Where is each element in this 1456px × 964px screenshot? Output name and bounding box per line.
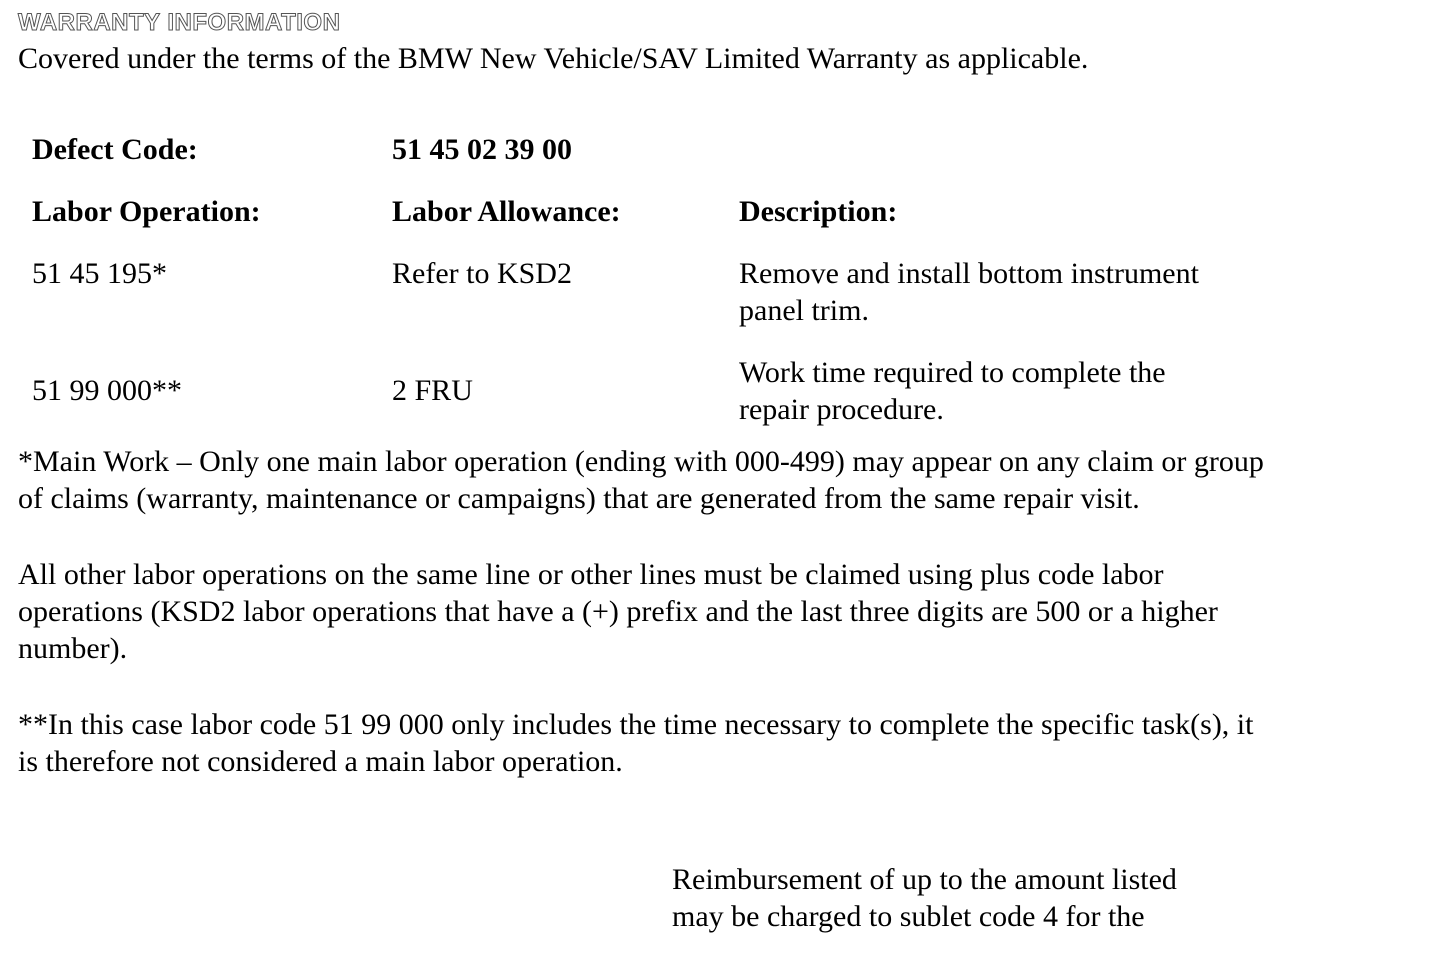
labor-operation-header: Labor Operation: xyxy=(32,195,261,228)
reimbursement-line1: Reimbursement of up to the amount listed xyxy=(672,863,1177,896)
case-note-line2: is therefore not considered a main labor operation. xyxy=(18,745,623,778)
table-row-2-allowance: 2 FRU xyxy=(392,374,473,407)
main-work-note-line2: of claims (warranty, maintenance or campaigns) that are generated from the same repair visit. xyxy=(18,482,1140,515)
description-header: Description: xyxy=(739,195,898,228)
coverage-statement: Covered under the terms of the BMW New Vehicle/SAV Limited Warranty as applicable. xyxy=(18,42,1089,75)
table-row-1-allowance: Refer to KSD2 xyxy=(392,257,572,290)
table-row-1-operation: 51 45 195* xyxy=(32,257,167,290)
other-operations-note-line2: operations (KSD2 labor operations that have a (+) prefix and the last three digits are 500 or a higher xyxy=(18,595,1218,628)
other-operations-note-line1: All other labor operations on the same line or other lines must be claimed using plus code labor xyxy=(18,558,1164,591)
table-row-1-description-line2: panel trim. xyxy=(739,294,869,327)
defect-code-label: Defect Code: xyxy=(32,133,198,166)
table-row-2-description-line1: Work time required to complete the xyxy=(739,356,1166,389)
case-note-line1: **In this case labor code 51 99 000 only includes the time necessary to complete the specific task(s), it xyxy=(18,708,1254,741)
table-row-2-description-line2: repair procedure. xyxy=(739,393,944,426)
table-row-2-operation: 51 99 000** xyxy=(32,374,182,407)
labor-allowance-header: Labor Allowance: xyxy=(392,195,621,228)
reimbursement-line2: may be charged to sublet code 4 for the xyxy=(672,900,1145,933)
section-heading: WARRANTY INFORMATION xyxy=(18,9,341,36)
table-row-1-description-line1: Remove and install bottom instrument xyxy=(739,257,1199,290)
main-work-note-line1: *Main Work – Only one main labor operation (ending with 000-499) may appear on any claim or group xyxy=(18,445,1264,478)
defect-code-value: 51 45 02 39 00 xyxy=(392,133,572,166)
other-operations-note-line3: number). xyxy=(18,632,128,665)
